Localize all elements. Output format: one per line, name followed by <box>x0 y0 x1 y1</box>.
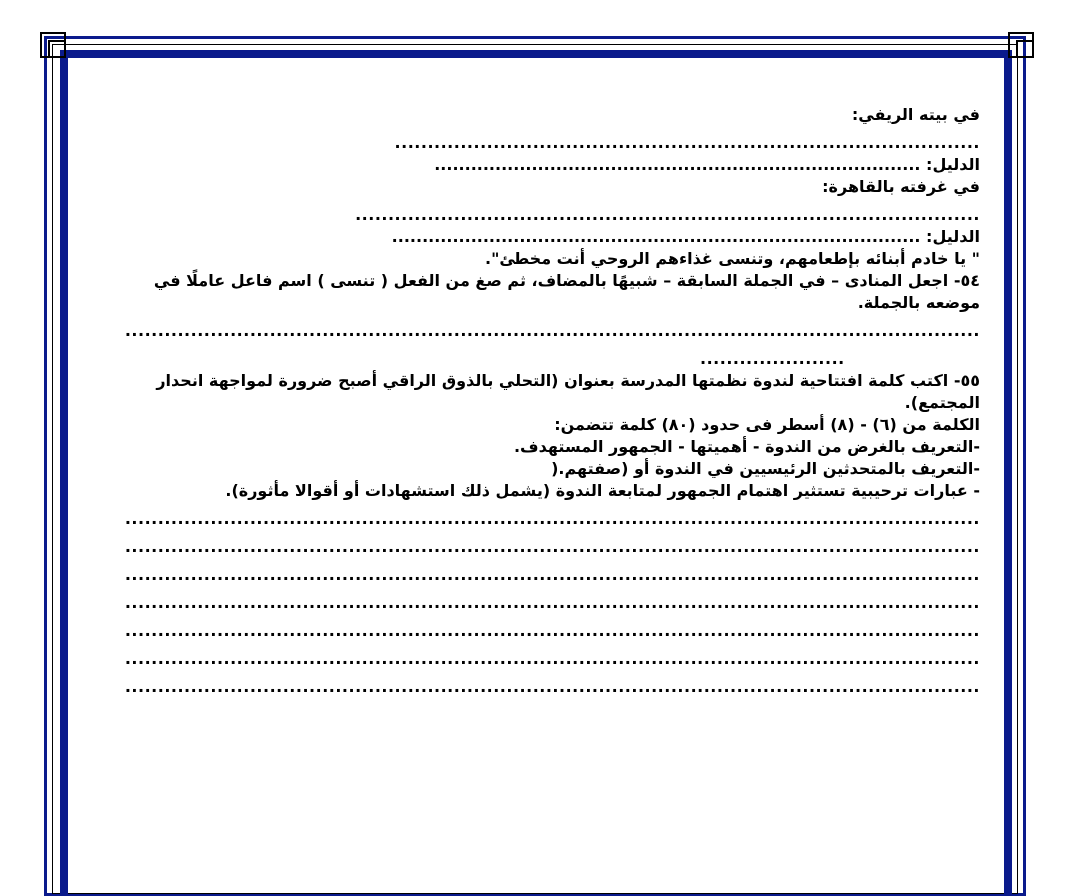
requirement-3: - عبارات ترحيبية تستثير اهتمام الجمهور لمتابعة الندوة (يشمل ذلك استشهادات أو أقوالا مأثورة). <box>225 481 980 500</box>
corner-ornament-left <box>40 32 66 58</box>
question-55-line1: ٥٥- اكتب كلمة افتتاحية لندوة نظمتها المدرسة بعنوان (التحلي بالذوق الراقي أصبح ضرورة لمواجهة انحدار <box>156 371 980 390</box>
answer-lines <box>124 508 980 698</box>
rural-home-heading: في بيته الريفي: <box>851 105 980 124</box>
answer-line[interactable]: ............................................................................................... <box>355 205 980 224</box>
answer-line[interactable]: .................................................................................................................................. <box>124 649 980 668</box>
answer-line[interactable]: .................................................................................................................................. <box>124 537 980 556</box>
evidence-dots[interactable]: ....................................................................................... <box>391 227 921 246</box>
evidence-label: الدليل: <box>926 227 980 246</box>
question-54-line1: ٥٤- اجعل المنادى – في الجملة السابقة – شبيهًا بالمضاف، ثم صغ من الفعل ( تنسى ) اسم فاعل عاملًا في <box>153 271 980 290</box>
answer-line-short[interactable]: ...................... <box>700 349 845 368</box>
evidence-dots[interactable]: ................................................................................ <box>434 155 921 174</box>
answer-line[interactable]: .................................................................................................................................. <box>124 509 980 528</box>
quote-text: " يا خادم أبنائه بإطعامهم، وتنسى غذاءهم الروحي أنت مخطئ". <box>485 249 980 268</box>
requirement-2: -التعريف بالمتحدثين الرئيسيين في الندوة أو (صفتهم.( <box>551 459 980 478</box>
answer-line[interactable]: .................................................................................................................................. <box>124 565 980 584</box>
corner-ornament-right <box>1008 32 1034 58</box>
evidence-line-2[interactable] <box>140 226 980 248</box>
question-54-line2: موضعه بالجملة. <box>857 293 980 312</box>
answer-line[interactable]: .................................................................................................................................. <box>124 321 980 340</box>
requirements-intro: الكلمة من (٦) - (٨) أسطر فى حدود (٨٠) كلمة تتضمن: <box>554 415 980 434</box>
evidence-line-1[interactable] <box>140 154 980 176</box>
question-55-line2: المجتمع). <box>904 393 980 412</box>
worksheet-content <box>124 104 980 698</box>
evidence-label: الدليل: <box>926 155 980 174</box>
requirement-1: -التعريف بالغرض من الندوة - أهميتها - الجمهور المستهدف. <box>513 437 980 456</box>
answer-line[interactable]: ......................................................................................... <box>394 133 980 152</box>
answer-line[interactable]: .................................................................................................................................. <box>124 593 980 612</box>
answer-line[interactable]: .................................................................................................................................. <box>124 677 980 696</box>
cairo-room-heading: في غرفته بالقاهرة: <box>822 177 980 196</box>
answer-line[interactable]: .................................................................................................................................. <box>124 621 980 640</box>
